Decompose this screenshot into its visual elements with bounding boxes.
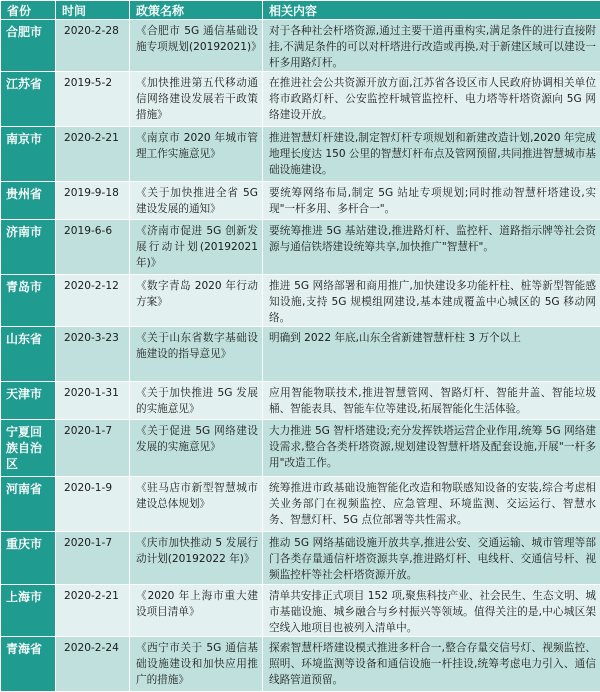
- table-row: [1, 585, 600, 637]
- date-cell: 2019-5-2: [56, 72, 130, 127]
- policy-cell: 《数字青岛 2020 年行动方案》: [130, 275, 263, 327]
- policy-cell: 《关于加快推进 5G 发展的实施意见》: [130, 382, 263, 420]
- date-cell: 2019-9-18: [56, 182, 130, 220]
- date-cell: 2020-2-21: [56, 127, 130, 182]
- content-cell: 统筹推进市政基础设施智能化改造和物联感知设备的安装,综合考虑相关业务部门在视频监控、应急管理、环境监测、交运运行、智慧水务、智慧灯杆、5G 点位部署等共性需求。: [263, 477, 600, 532]
- policy-cell: 《关于山东省数字基础设施建设的指导意见》: [130, 327, 263, 382]
- province-cell: 上海市: [1, 585, 56, 637]
- date-cell: 2020-2-24: [56, 637, 130, 692]
- policy-cell: 《关于加快推进全省 5G 建设发展的通知》: [130, 182, 263, 220]
- content-cell: 应用智能物联技术,推进智慧管网、智路灯杆、智能井盖、智能垃圾桶、智能表具、智能车位等建设,拓展智能化生活体验。: [263, 382, 600, 420]
- content-cell: 在推进社会公共资源开放方面,江苏省各设区市人民政府协调相关单位将市政路灯杆、公安监控杆城管监控杆、电力塔等杆塔资源向 5G 网络建设开放。: [263, 72, 600, 127]
- province-cell: 青海省: [1, 637, 56, 692]
- content-cell: 清单共安排正式项目 152 项,聚焦科技产业、社会民生、生态文明、城市基础设施、城乡融合与乡村振兴等领域。值得关注的是,中心城区架空线入地项目也被列入清单中。: [263, 585, 600, 637]
- content-cell: 明确到 2022 年底,山东全省新建智慧杆柱 3 万个以上: [263, 327, 600, 382]
- province-cell: 山东省: [1, 327, 56, 382]
- content-cell: 推动 5G 网络基础设施开放共享,推进公安、交通运输、城市管理等部门各类存量通信杆塔资源共享,推进路灯杆、电线杆、交通信号杆、视频监控杆等社会杆塔资源开放。: [263, 532, 600, 585]
- date-cell: 2020-2-28: [56, 20, 130, 72]
- header-date: 时间: [56, 1, 130, 20]
- content-cell: 探索智慧杆塔建设模式推进多杆合一,整合存量交信号灯、视频监控、照明、环境监测等设备和通信设施一杆挂设,统筹考虑电力引入、通信线路管道预留。: [263, 637, 600, 692]
- date-cell: 2020-2-21: [56, 585, 130, 637]
- policy-cell: 《关于促进 5G 网络建设发展的实施意见》: [130, 420, 263, 477]
- date-cell: 2020-2-12: [56, 275, 130, 327]
- province-cell: 南京市: [1, 127, 56, 182]
- date-cell: 2020-1-7: [56, 420, 130, 477]
- province-cell: 济南市: [1, 220, 56, 275]
- policy-cell: 《南京市 2020 年城市管理工作实施意见》: [130, 127, 263, 182]
- content-cell: 推进智慧灯杆建设,制定智灯杆专项规划和新建改造计划,2020 年完成地理长度达 150 公里的智慧灯杆布点及管网预留,共同推进智慧城市基础设施建设。: [263, 127, 600, 182]
- header-policy: 政策名称: [130, 1, 263, 20]
- date-cell: 2019-6-6: [56, 220, 130, 275]
- header-content: 相关内容: [263, 1, 600, 20]
- table-row: [1, 532, 600, 585]
- table-row: [1, 477, 600, 532]
- province-cell: 青岛市: [1, 275, 56, 327]
- province-cell: 宁夏回族自治区: [1, 420, 56, 477]
- header-province: 省份: [1, 1, 56, 20]
- date-cell: 2020-3-23: [56, 327, 130, 382]
- province-cell: 河南省: [1, 477, 56, 532]
- province-cell: 合肥市: [1, 20, 56, 72]
- province-cell: 贵州省: [1, 182, 56, 220]
- content-cell: 要统筹网络布局,制定 5G 站址专项规划;同时推动智慧杆塔建设,实现"一杆多用、多杆合一"。: [263, 182, 600, 220]
- table-row: [1, 327, 600, 382]
- policy-cell: 《2020 年上海市重大建设项目清单》: [130, 585, 263, 637]
- province-cell: 重庆市: [1, 532, 56, 585]
- table-row: [1, 72, 600, 127]
- table-row: [1, 637, 600, 692]
- province-cell: 天津市: [1, 382, 56, 420]
- table-row: [1, 382, 600, 420]
- policy-cell: 《庆市加快推动 5 发展行动计划(20192022 年)》: [130, 532, 263, 585]
- date-cell: 2020-1-7: [56, 532, 130, 585]
- content-cell: 要统筹推进 5G 基站建设,推进路灯杆、监控杆、道路指示牌等社会资源与通信铁塔建设统筹共享,加快推广"智慧杆"。: [263, 220, 600, 275]
- policy-cell: 《合肥市 5G 通信基础设施专项规划(20192021)》: [130, 20, 263, 72]
- date-cell: 2020-1-31: [56, 382, 130, 420]
- table-header-row: [1, 1, 600, 20]
- table-row: [1, 220, 600, 275]
- province-cell: 江苏省: [1, 72, 56, 127]
- date-cell: 2020-1-9: [56, 477, 130, 532]
- content-cell: 推进 5G 网络部署和商用推广,加快建设多功能杆柱、桩等新型智能感知设施,支持 5G 规模组网建设,基本建成覆盖中心城区的 5G 移动网络。: [263, 275, 600, 327]
- policy-cell: 《济南市促进 5G 创新发展行动计划(20192021 年)》: [130, 220, 263, 275]
- content-cell: 对于各种社会杆塔资源,通过主要干道再重构实,满足条件的进行直接附挂,不满足条件的可以对杆塔进行改造或再换,对于新建区域可以建设一杆多用路灯杆。: [263, 20, 600, 72]
- table-row: [1, 20, 600, 72]
- policy-cell: 《驻马店市新型智慧城市建设总体规划》: [130, 477, 263, 532]
- table-row: [1, 275, 600, 327]
- policy-cell: 《西宁市关于 5G 通信基础设施建设和加快应用推广的措施》: [130, 637, 263, 692]
- policy-cell: 《加快推进第五代移动通信网络建设发展若干政策措施》: [130, 72, 263, 127]
- table-row: [1, 420, 600, 477]
- content-cell: 大力推进 5G 智杆塔建设;充分发挥铁塔运营企业作用,统筹 5G 网络建设需求,整合各类杆塔资源,规划建设智慧杆塔及配套设施,开展"一杆多用"改造工作。: [263, 420, 600, 477]
- table-row: [1, 127, 600, 182]
- table-row: [1, 182, 600, 220]
